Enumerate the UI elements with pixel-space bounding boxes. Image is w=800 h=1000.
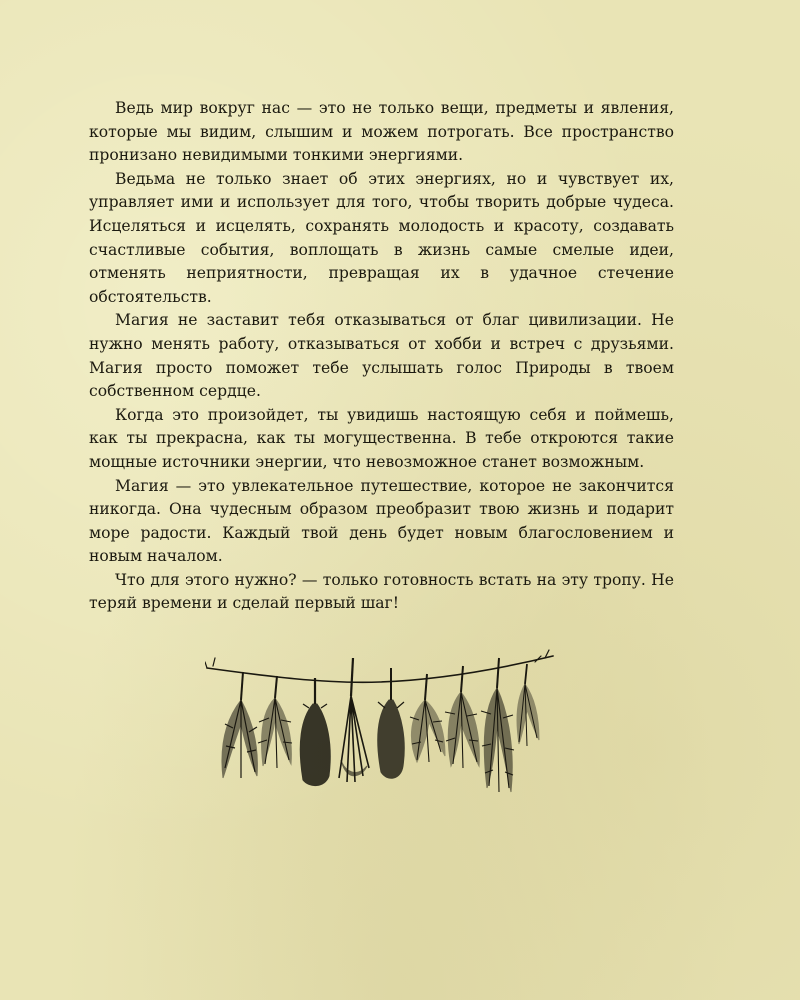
body-text — [89, 97, 674, 616]
paragraph-2: Ведьма не только знает об этих энергиях, но и чувствует их, управляет ими и использует для того, чтобы творить добрые чудеса. Исцеляться и исцелять, сохранять молодость и красоту, создавать счастливые события, воплощать в жизнь самые смелые идеи, отменять неприятности, превращая их в удачное стечение обстоятельств. — [89, 169, 674, 306]
herb-bundle-3 — [300, 678, 330, 786]
hanging-dried-herbs-icon — [205, 648, 555, 808]
herb-bundle-4 — [339, 658, 369, 782]
herb-bundle-8 — [481, 658, 514, 792]
herb-bundle-2 — [258, 676, 292, 768]
herb-bundle-1 — [222, 672, 257, 778]
herb-bundle-6 — [410, 674, 445, 762]
paragraph-1: Ведь мир вокруг нас — это не только вещи, предметы и явления, которые мы видим, слышим и можем потрогать. Все пространство пронизано невидимыми тонкими энергиями. — [89, 99, 674, 165]
paragraph-6: Что для этого нужно? — только готовность встать на эту тропу. Не теряй времени и сделай первый шаг! — [89, 570, 674, 613]
string-line — [207, 656, 553, 682]
paragraph-4: Когда это произойдет, ты увидишь настоящую себя и поймешь, как ты прекрасна, как ты могущественна. В тебе откроются такие мощные источники энергии, что невозможное станет возможным. — [89, 405, 674, 471]
paragraph-3: Магия не заставит тебя отказываться от благ цивилизации. Не нужно менять работу, отказываться от хобби и встреч с друзьями. Магия просто поможет тебе услышать голос Природы в твоем собственном сердце. — [89, 311, 674, 401]
herb-bundle-5 — [378, 668, 405, 778]
paragraph-5: Магия — это увлекательное путешествие, которое не закончится никогда. Она чудесным образом преобразит твою жизнь и подарит море радости. Каждый твой день будет новым благословением и новым началом. — [89, 476, 674, 566]
herb-bundle-7 — [445, 666, 479, 768]
herb-bundle-9 — [517, 664, 539, 746]
